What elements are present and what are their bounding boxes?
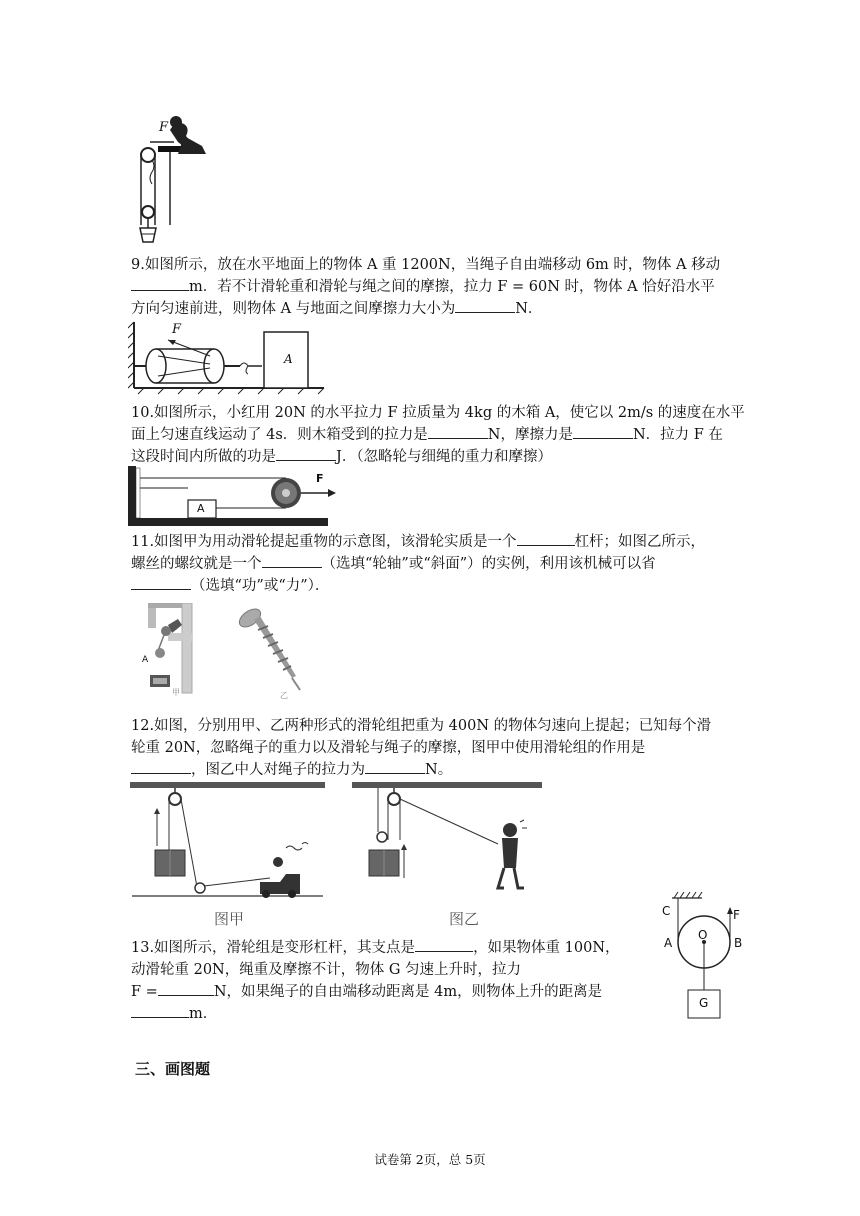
q13-label-c: C — [662, 904, 671, 918]
figure-q9-horizontal-pulley — [128, 320, 328, 395]
q9-line2: m．若不计滑轮重和滑轮与绳之间的摩擦，拉力 F = 60N 时，物体 A 恰好沿水平 — [131, 276, 731, 298]
q13-blank-2[interactable] — [158, 981, 214, 996]
q11-blank-2[interactable] — [262, 553, 322, 568]
q12-line3: ，图乙中人对绳子的拉力为 N。 — [131, 759, 731, 781]
q9-line3: 方向匀速前进，则物体 A 与地面之间摩擦力大小为 N． — [131, 298, 731, 320]
q10-line1: 10.如图所示，小红用 20N 的水平拉力 F 拉质量为 4kg 的木箱 A，使它以 2m/s 的速度在水平 — [131, 405, 745, 421]
q12-line1: 12.如图，分别用甲、乙两种形式的滑轮组把重为 400N 的物体匀速向上提起；已知每个滑 — [131, 718, 712, 734]
q13-label-o: O — [698, 928, 708, 942]
q10-block-label: A — [197, 502, 205, 515]
q10-blank-3[interactable] — [276, 446, 336, 461]
figure-q12-jia-pulley-system — [130, 782, 325, 902]
question-11 — [131, 531, 731, 597]
q11-label-jia: 甲 — [172, 688, 180, 697]
q9-line1: 9.如图所示，放在水平地面上的物体 A 重 1200N，当绳子自由端移动 6m 时，物体 A 移动 — [131, 257, 721, 273]
q13-line3: F = N，如果绳子的自由端移动距离是 4m，则物体上升的距离是 — [131, 981, 621, 1003]
q11-label-a: A — [142, 655, 149, 665]
q8-force-label: F — [159, 120, 169, 135]
question-12 — [131, 715, 731, 781]
q11-blank-3[interactable] — [131, 575, 191, 590]
question-13 — [131, 937, 621, 1025]
q9-blank-2[interactable] — [455, 298, 515, 313]
figure-q11-jia-movable-pulley — [138, 603, 206, 698]
page-footer: 试卷第 2页，总 5页 — [374, 1152, 486, 1167]
q12-caption-jia: 图甲 — [214, 910, 245, 928]
q13-label-g: G — [699, 996, 709, 1010]
figure-q8-pulley-person — [130, 100, 215, 250]
q12-caption-yi: 图乙 — [449, 910, 480, 928]
question-10 — [131, 402, 745, 468]
q13-line4: m． — [131, 1003, 621, 1025]
q13-line2: 动滑轮重 20N，绳重及摩擦不计，物体 G 匀速上升时，拉力 — [131, 962, 522, 978]
q9-block-label: A — [284, 352, 293, 366]
q9-blank-1[interactable] — [131, 276, 189, 291]
q13-blank-3[interactable] — [131, 1003, 189, 1018]
figure-q13-lever-pulley — [660, 890, 760, 1022]
q11-line2: 螺丝的螺纹就是一个 （选填“轮轴”或“斜面”）的实例，利用该机械可以省 — [131, 553, 731, 575]
figure-q10-horizontal-pulley — [128, 466, 338, 528]
q11-line3: （选填“功”或“力”）． — [131, 575, 731, 597]
q12-blank-1[interactable] — [131, 759, 191, 774]
q13-label-a: A — [664, 936, 673, 950]
question-9 — [131, 254, 731, 320]
q10-blank-2[interactable] — [573, 424, 633, 439]
q10-line3: 这段时间内所做的功是 J．（忽略轮与细绳的重力和摩擦） — [131, 446, 731, 468]
figure-q12-yi-pulley-system — [352, 782, 547, 902]
q13-label-f: F — [733, 908, 740, 922]
q11-line1: 11.如图甲为用动滑轮提起重物的示意图，该滑轮实质是一个 杠杆；如图乙所示， — [131, 531, 731, 553]
figure-q11-yi-screw — [236, 606, 304, 698]
q11-blank-1[interactable] — [517, 531, 575, 546]
q13-blank-1[interactable] — [415, 937, 473, 952]
q12-line2: 轮重 20N，忽略绳子的重力以及滑轮与绳子的摩擦，图甲中使用滑轮组的作用是 — [131, 740, 646, 756]
q13-line1: 13.如图所示，滑轮组是变形杠杆，其支点是 ，如果物体重 100N， — [131, 937, 621, 959]
q12-blank-2[interactable] — [365, 759, 425, 774]
q10-line2: 面上匀速直线运动了 4s．则木箱受到的拉力是 N，摩擦力是 N．拉力 F 在 — [131, 424, 731, 446]
q13-label-b: B — [734, 936, 743, 950]
q10-force-label: F — [316, 472, 324, 485]
q11-label-yi: 乙 — [280, 691, 288, 700]
q9-force-label: F — [172, 322, 182, 337]
q10-blank-1[interactable] — [428, 424, 488, 439]
section-title: 三、画图题 — [135, 1060, 211, 1078]
